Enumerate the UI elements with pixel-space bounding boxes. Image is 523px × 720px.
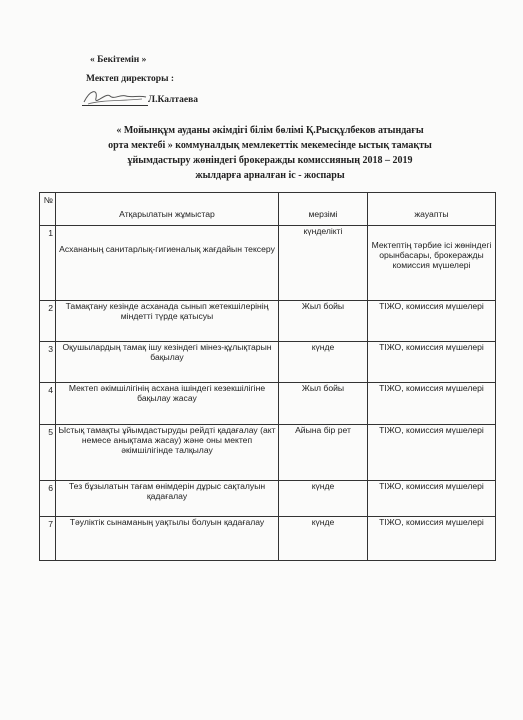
plan-table: [39, 192, 496, 561]
table-row: [40, 383, 496, 425]
row-deadline: күнде: [279, 517, 368, 561]
row-num: 7: [40, 517, 56, 561]
row-num: 5: [40, 425, 56, 481]
table-row: [40, 226, 496, 301]
heading-line-2: орта мектебі » коммуналдық мемлекеттік мекемесінде ыстық тамақты: [108, 140, 432, 151]
header-deadline: [279, 193, 368, 226]
table-row: [40, 517, 496, 561]
director-name: Л.Калтаева: [148, 95, 199, 105]
header-deadline-label: мерзімі: [308, 209, 338, 219]
header-work-label: Атқарылатын жұмыстар: [119, 209, 215, 219]
row-responsible: [368, 226, 496, 301]
signature-line: [82, 105, 148, 106]
approval-role: Мектеп директоры :: [86, 74, 175, 84]
header-work: [56, 193, 279, 226]
row-responsible: ТІЖО, комиссия мүшелері: [368, 301, 496, 342]
row-deadline: Жыл бойы: [279, 301, 368, 342]
row-work: Тамақтану кезінде асханада сынып жетекшілерінің міндетті түрде қатысуы: [56, 301, 279, 342]
row-num: 2: [40, 301, 56, 342]
heading-line-4: жылдарға арналған іс - жоспары: [195, 170, 345, 181]
row-work: Тәуліктік сынаманың уақтылы болуын қадағалау: [56, 517, 279, 561]
row-deadline: күнде: [279, 342, 368, 383]
row-work-text: Асхананың санитарлық-гигиеналық жағдайын тексеру: [59, 244, 275, 254]
table-row: [40, 425, 496, 481]
row-responsible: ТІЖО, комиссия мүшелері: [368, 425, 496, 481]
row-deadline: күнделікті: [279, 226, 368, 301]
header-num: №: [40, 193, 56, 226]
row-responsible: ТІЖО, комиссия мүшелері: [368, 342, 496, 383]
heading-line-3: ұйымдастыру жөніндегі брокеражды комиссияның 2018 – 2019: [127, 155, 413, 166]
row-work: Тез бұзылатын тағам өнімдерін дұрыс сақталуын қадағалау: [56, 481, 279, 517]
row-responsible: ТІЖО, комиссия мүшелері: [368, 481, 496, 517]
row-num: 6: [40, 481, 56, 517]
approval-title: « Бекітемін »: [90, 55, 147, 65]
table-header-row: [40, 193, 496, 226]
row-responsible: ТІЖО, комиссия мүшелері: [368, 383, 496, 425]
row-responsible: ТІЖО, комиссия мүшелері: [368, 517, 496, 561]
row-work: Оқушылардың тамақ ішу кезіндегі мінез-құлықтарын бақылау: [56, 342, 279, 383]
table-row: [40, 342, 496, 383]
row-work: Мектеп әкімшілігінің асхана ішіндегі кезекшілігіне бақылау жасау: [56, 383, 279, 425]
heading-line-1: « Мойынқұм ауданы әкімдігі білім бөлімі Қ.Рысқұлбеков атындағы: [116, 125, 424, 136]
table-row: [40, 481, 496, 517]
header-responsible-label: жауапты: [414, 209, 449, 219]
row-num: 3: [40, 342, 56, 383]
table-row: [40, 301, 496, 342]
row-num: 4: [40, 383, 56, 425]
row-work: Ыстық тамақты ұйымдастыруды рейдті қадағалау (акт немесе анықтама жасау) және оны мектеп әкімшілігінде талқылау: [56, 425, 279, 481]
row-deadline: Айына бір рет: [279, 425, 368, 481]
row-deadline: күнде: [279, 481, 368, 517]
row-deadline: Жыл бойы: [279, 383, 368, 425]
header-responsible: [368, 193, 496, 226]
row-work: [56, 226, 279, 301]
row-num: 1: [40, 226, 56, 301]
row-responsible-text: Мектептің тәрбие ісі жөніндегі орынбасары, брокеражды комиссия мүшелері: [371, 240, 492, 270]
